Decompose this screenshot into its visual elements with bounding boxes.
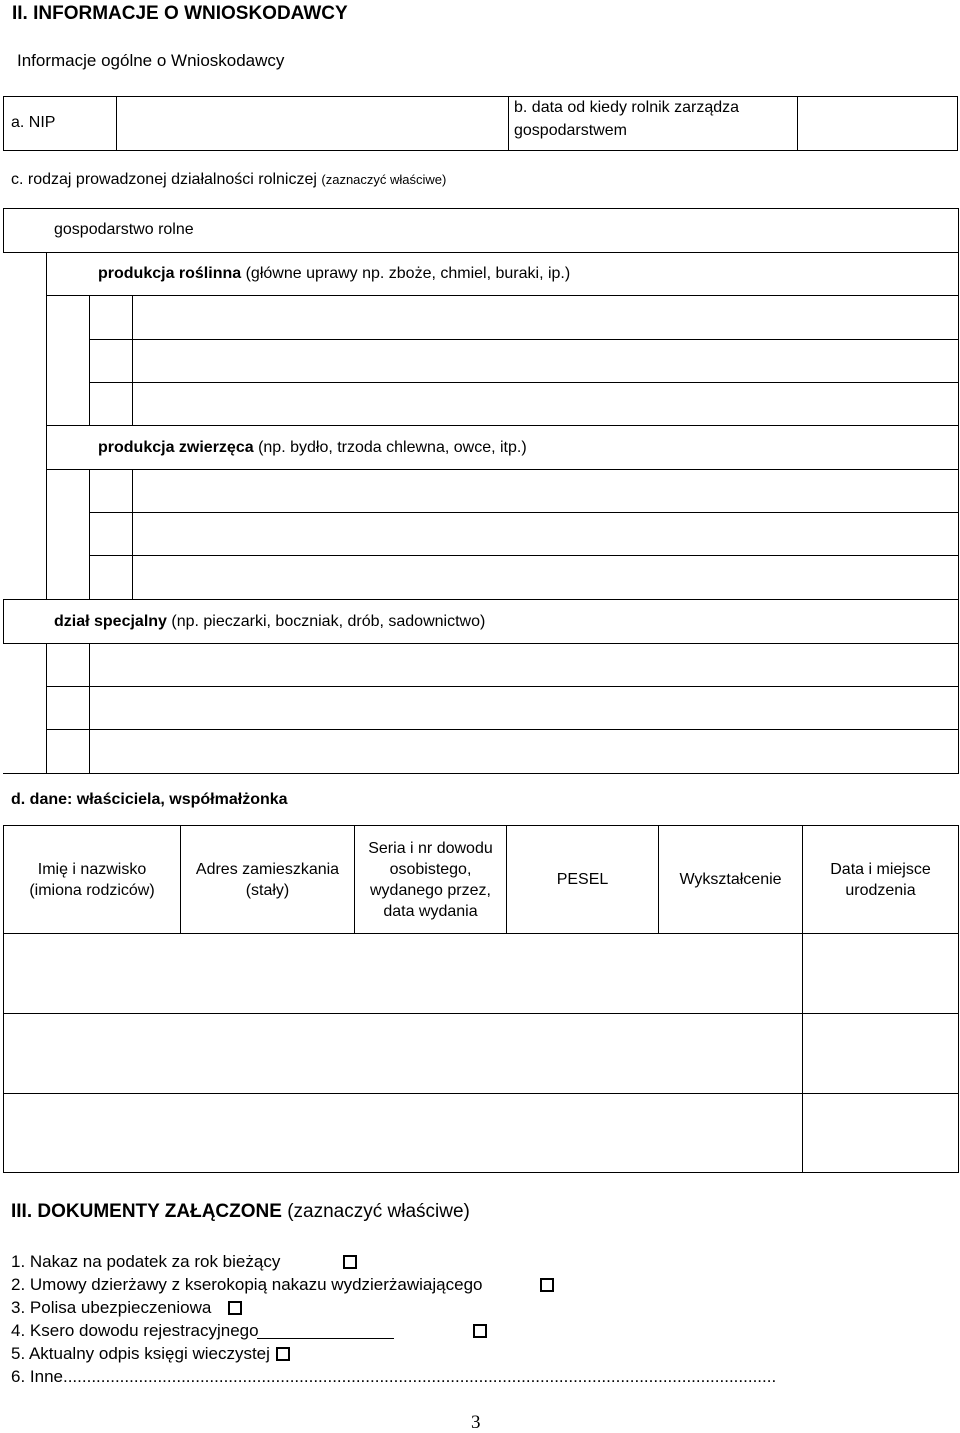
divider <box>958 208 959 773</box>
divider <box>3 599 959 600</box>
special-checkbox-cell[interactable] <box>4 600 46 642</box>
crop-checkbox-cell[interactable] <box>90 296 132 338</box>
nip-label: a. NIP <box>11 114 56 131</box>
checkbox-icon[interactable] <box>540 1278 554 1292</box>
header-line: PESEL <box>556 871 609 888</box>
header-birth <box>803 826 958 933</box>
date-label-line1: b. data od kiedy rolnik zarządza <box>514 99 740 116</box>
header-pesel <box>507 826 658 933</box>
animal-checkbox-cell[interactable] <box>47 426 89 468</box>
animal-label <box>98 438 527 458</box>
header-id-document <box>355 826 506 933</box>
divider <box>3 252 959 253</box>
header-education <box>659 826 802 933</box>
animal-checkbox-cell[interactable] <box>90 513 132 555</box>
special-entry-field[interactable] <box>90 644 958 686</box>
crop-label-rest: (główne uprawy np. zboże, chmiel, buraki, ip.) <box>241 265 571 282</box>
divider <box>46 425 959 426</box>
special-checkbox-cell[interactable] <box>47 644 89 686</box>
list-item: 1. Nakaz na podatek za rok bieżący <box>11 1252 281 1271</box>
list-item[interactable]: 6. Inne....................................................................................................................................................... <box>11 1367 777 1386</box>
header-line: Imię i nazwisko <box>37 860 147 878</box>
header-line: Seria i nr dowodu <box>368 839 493 857</box>
special-label <box>54 612 485 632</box>
crop-checkbox-cell[interactable] <box>47 253 89 295</box>
activity-label <box>11 170 446 190</box>
checkbox-icon[interactable] <box>276 1347 290 1361</box>
table-row[interactable] <box>4 1094 802 1172</box>
activity-label-text: c. rodzaj prowadzonej działalności rolniczej <box>11 171 317 188</box>
activity-hint: (zaznaczyć właściwe) <box>321 172 447 187</box>
divider <box>3 208 959 209</box>
nip-field[interactable] <box>117 97 507 150</box>
farm-label: gospodarstwo rolne <box>54 221 194 238</box>
header-line: (stały) <box>245 881 290 899</box>
section3-title-rest: (zaznaczyć właściwe) <box>281 1201 470 1222</box>
checkbox-icon[interactable] <box>473 1324 487 1338</box>
section3-title <box>11 1201 470 1223</box>
table-cell[interactable] <box>803 934 958 1013</box>
divider <box>3 773 959 774</box>
section-subtitle: Informacje ogólne o Wnioskodawcy <box>17 51 285 70</box>
animal-entry-field[interactable] <box>133 556 958 598</box>
list-item: 2. Umowy dzierżawy z kserokopią nakazu wydzierżawiającego <box>11 1275 483 1294</box>
table-row[interactable] <box>4 934 802 1013</box>
header-line: (imiona rodziców) <box>29 881 155 899</box>
list-item: 5. Aktualny odpis księgi wieczystej <box>11 1344 270 1363</box>
list-item: 3. Polisa ubezpieczeniowa <box>11 1298 212 1317</box>
header-line: Wykształcenie <box>679 871 782 888</box>
header-line: Adres zamieszkania <box>195 860 340 878</box>
crop-entry-field[interactable] <box>133 296 958 338</box>
animal-entry-field[interactable] <box>133 513 958 555</box>
crop-entry-field[interactable] <box>133 340 958 382</box>
header-line: Data i miejsce <box>830 860 931 878</box>
header-address <box>181 826 354 933</box>
section3-title-bold: III. DOKUMENTY ZAŁĄCZONE <box>11 1201 282 1222</box>
animal-label-bold: produkcja zwierzęca <box>98 439 254 456</box>
header-line: wydanego przez, <box>370 881 491 899</box>
farm-checkbox-cell[interactable] <box>4 209 46 251</box>
animal-entry-field[interactable] <box>133 470 958 512</box>
table-cell[interactable] <box>803 1014 958 1093</box>
animal-checkbox-cell[interactable] <box>90 470 132 512</box>
table-cell[interactable] <box>803 1094 958 1172</box>
header-line: urodzenia <box>845 881 916 899</box>
animal-checkbox-cell[interactable] <box>90 556 132 598</box>
header-line: data wydania <box>383 902 478 920</box>
page-number: 3 <box>471 1412 481 1433</box>
fill-in-line[interactable] <box>257 1338 394 1339</box>
special-checkbox-cell[interactable] <box>47 687 89 729</box>
special-entry-field[interactable] <box>90 730 958 772</box>
header-line: osobistego, <box>389 860 472 878</box>
checkbox-icon[interactable] <box>228 1301 242 1315</box>
crop-checkbox-cell[interactable] <box>90 383 132 425</box>
crop-label <box>98 264 570 284</box>
crop-label-bold: produkcja roślinna <box>98 265 242 282</box>
checkbox-icon[interactable] <box>343 1255 357 1269</box>
special-checkbox-cell[interactable] <box>47 730 89 772</box>
crop-checkbox-cell[interactable] <box>90 340 132 382</box>
animal-label-rest: (np. bydło, trzoda chlewna, owce, itp.) <box>253 439 527 456</box>
header-name <box>4 826 180 933</box>
section-title: II. INFORMACJE O WNIOSKODAWCY <box>12 3 348 24</box>
divider <box>508 96 509 151</box>
special-entry-field[interactable] <box>90 687 958 729</box>
owners-title: d. dane: właściciela, współmałżonka <box>11 791 288 808</box>
special-label-rest: (np. pieczarki, boczniak, drób, sadownictwo) <box>166 613 486 630</box>
table-row[interactable] <box>4 1014 802 1093</box>
management-date-field[interactable] <box>798 97 957 150</box>
crop-entry-field[interactable] <box>133 383 958 425</box>
list-item: 4. Ksero dowodu rejestracyjnego <box>11 1321 259 1340</box>
special-label-bold: dział specjalny <box>54 613 167 630</box>
date-label-line2: gospodarstwem <box>514 122 627 139</box>
